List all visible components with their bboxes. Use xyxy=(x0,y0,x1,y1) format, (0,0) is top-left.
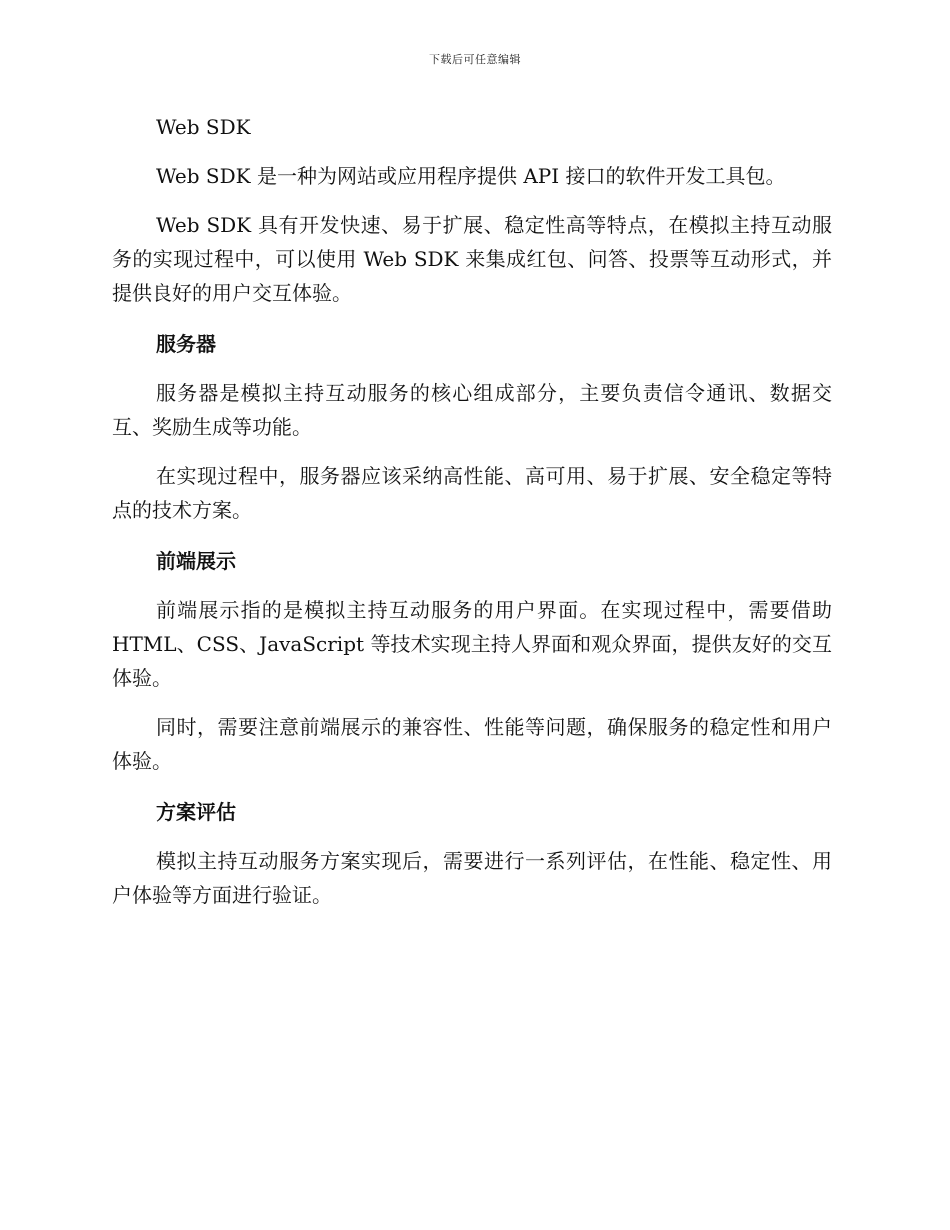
spacer xyxy=(112,695,832,710)
paragraph-frontend-interface: 前端展示指的是模拟主持互动服务的用户界面。在实现过程中，需要借助 HTML、CSS、JavaScript 等技术实现主持人界面和观众界面，提供友好的交互体验。 xyxy=(112,598,832,690)
document-body xyxy=(112,110,832,912)
spacer xyxy=(112,193,832,208)
spacer xyxy=(112,361,832,376)
paragraph-server-implementation: 在实现过程中，服务器应该采纳高性能、高可用、易于扩展、安全稳定等特点的技术方案。 xyxy=(112,464,832,522)
heading-frontend: 前端展示 xyxy=(156,549,236,573)
heading-server: 服务器 xyxy=(156,332,216,356)
spacer xyxy=(112,778,832,795)
page-header: 下载后可任意编辑 xyxy=(429,53,521,66)
paragraph-frontend-compatibility: 同时，需要注意前端展示的兼容性、性能等问题，确保服务的稳定性和用户体验。 xyxy=(112,715,832,773)
spacer xyxy=(112,578,832,593)
spacer xyxy=(112,527,832,544)
paragraph-web-sdk-features: Web SDK 具有开发快速、易于扩展、稳定性高等特点，在模拟主持互动服务的实现过程中，可以使用 Web SDK 来集成红包、问答、投票等互动形式，并提供良好的用户交互体验。 xyxy=(112,213,832,305)
spacer xyxy=(112,144,832,159)
paragraph-evaluation: 模拟主持互动服务方案实现后，需要进行一系列评估，在性能、稳定性、用户体验等方面进行验证。 xyxy=(112,849,832,907)
paragraph-server-role: 服务器是模拟主持互动服务的核心组成部分，主要负责信令通讯、数据交互、奖励生成等功能。 xyxy=(112,381,832,439)
paragraph-web-sdk-definition: Web SDK 是一种为网站或应用程序提供 API 接口的软件开发工具包。 xyxy=(156,164,786,188)
spacer xyxy=(112,829,832,844)
heading-evaluation: 方案评估 xyxy=(156,800,236,824)
spacer xyxy=(112,310,832,327)
spacer xyxy=(112,444,832,459)
heading-web-sdk: Web SDK xyxy=(156,115,251,139)
